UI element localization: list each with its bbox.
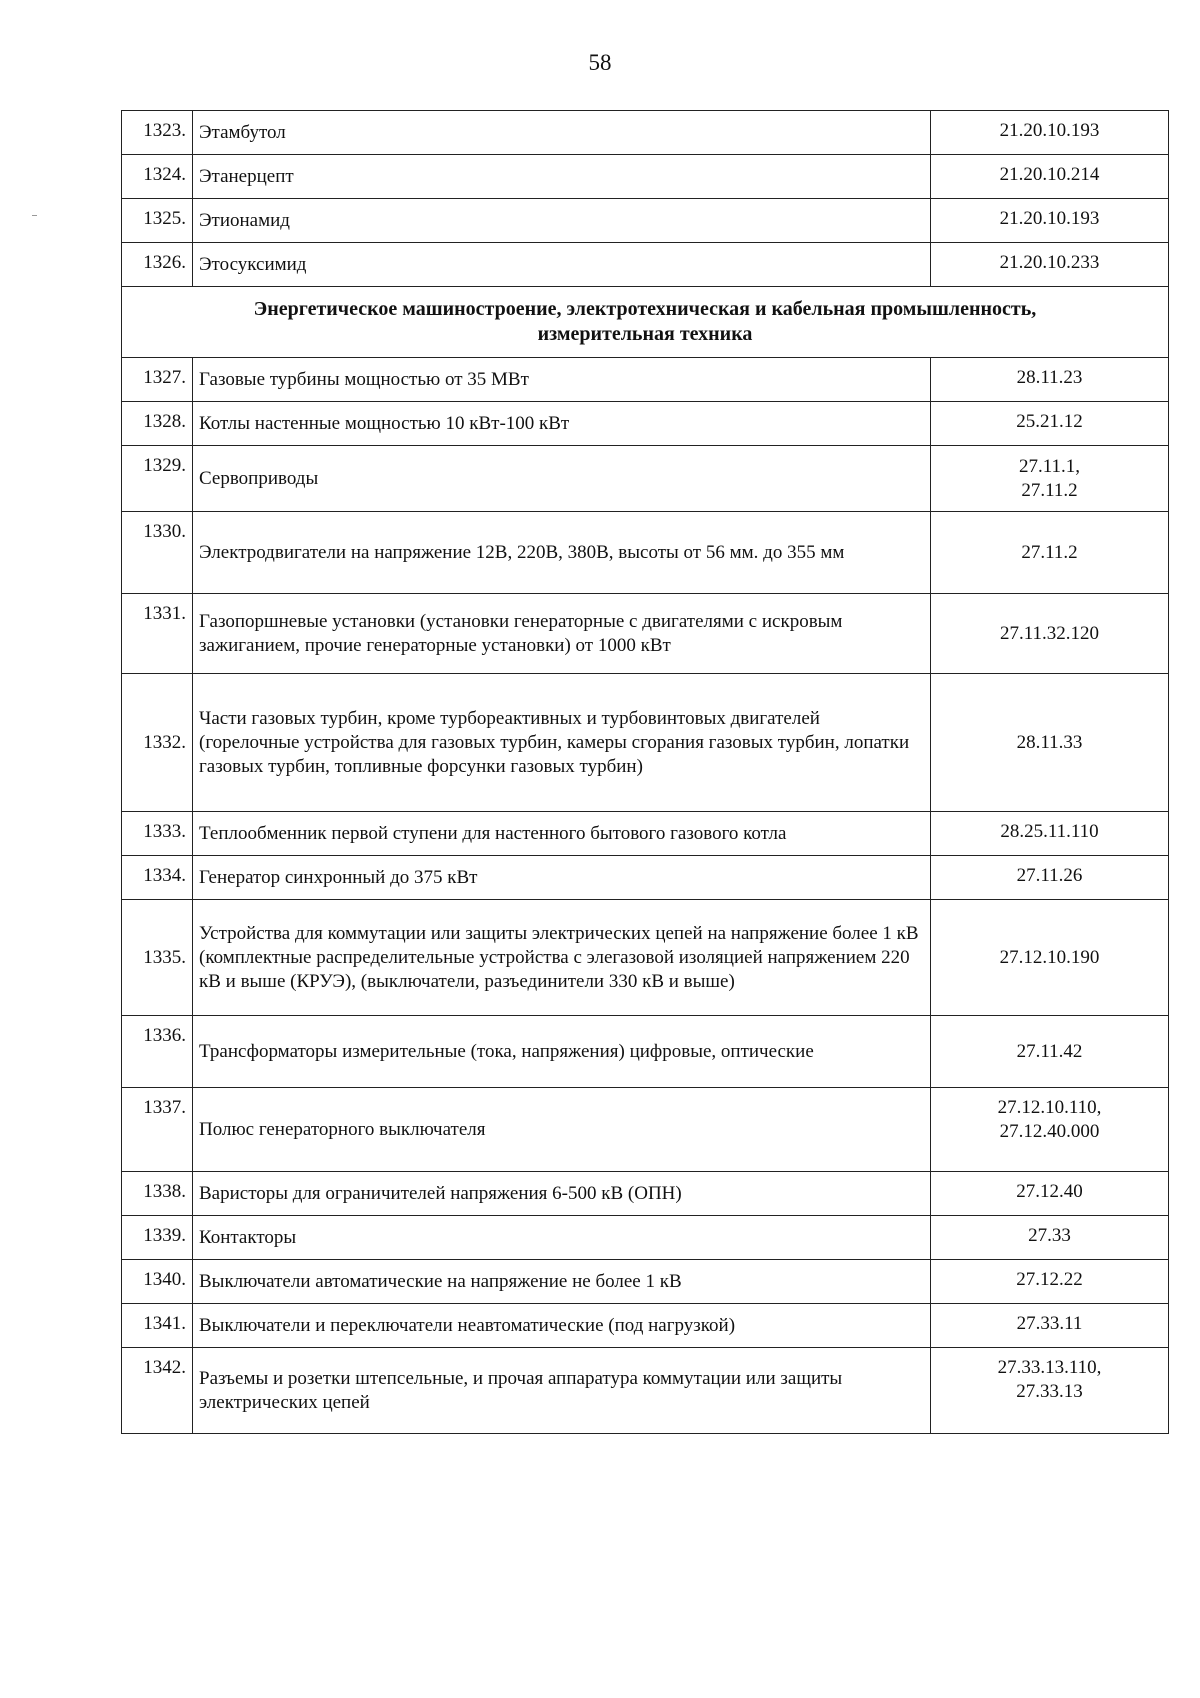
okpd-code-line: 27.33.11 xyxy=(1016,1313,1083,1334)
okpd-code xyxy=(931,1016,1169,1088)
okpd-code-line: 27.11.42 xyxy=(1016,1040,1083,1062)
page-number: 58 xyxy=(588,50,612,75)
table-row xyxy=(122,402,1169,446)
product-name: Части газовых турбин, кроме турбореактивных и турбовинтовых двигателей (горелочные устройства для газовых турбин, камеры сгорания газовых турбин, лопатки газовых турбин, топливные форсунки газовых турбин) xyxy=(193,674,931,812)
okpd-code-line: 28.11.23 xyxy=(1016,367,1083,388)
table-row xyxy=(122,1348,1169,1434)
okpd-code xyxy=(931,1348,1169,1434)
product-name: Теплообменник первой ступени для настенного бытового газового котла xyxy=(193,812,931,856)
okpd-code xyxy=(931,1260,1169,1304)
okpd-code xyxy=(931,512,1169,594)
okpd-code xyxy=(931,1088,1169,1172)
okpd-code xyxy=(931,155,1169,199)
table-row xyxy=(122,1088,1169,1172)
product-name: Выключатели автоматические на напряжение не более 1 кВ xyxy=(193,1260,931,1304)
row-number: 1326. xyxy=(122,243,193,287)
okpd-code xyxy=(931,812,1169,856)
product-name: Этанерцепт xyxy=(193,155,931,199)
row-number: 1340. xyxy=(122,1260,193,1304)
row-number: 1330. xyxy=(122,512,193,594)
product-name: Этосуксимид xyxy=(193,243,931,287)
row-number: 1338. xyxy=(122,1172,193,1216)
section-heading-line-1: Энергетическое машиностроение, электротехническая и кабельная промышленность, xyxy=(253,298,1037,320)
products-table xyxy=(121,110,1169,1434)
okpd-code-line: 27.11.32.120 xyxy=(999,622,1100,644)
row-number: 1335. xyxy=(122,900,193,1016)
product-name: Котлы настенные мощностью 10 кВт-100 кВт xyxy=(193,402,931,446)
okpd-code-line: 27.12.10.190 xyxy=(999,946,1100,968)
row-number: 1341. xyxy=(122,1304,193,1348)
product-name: Генератор синхронный до 375 кВт xyxy=(193,856,931,900)
table-row xyxy=(122,155,1169,199)
table-row xyxy=(122,1304,1169,1348)
table-row xyxy=(122,594,1169,674)
table-row xyxy=(122,1016,1169,1088)
okpd-code xyxy=(931,1304,1169,1348)
section-heading-line-2: измерительная техника xyxy=(537,323,753,345)
okpd-code-line: 27.11.1, xyxy=(1018,455,1081,477)
okpd-code xyxy=(931,199,1169,243)
scan-mark xyxy=(32,215,37,216)
rows-before xyxy=(122,111,1169,287)
row-number: 1324. xyxy=(122,155,193,199)
okpd-code xyxy=(931,900,1169,1016)
product-name: Полюс генераторного выключателя xyxy=(193,1088,931,1172)
row-number: 1327. xyxy=(122,358,193,402)
table-row xyxy=(122,1172,1169,1216)
product-name: Газовые турбины мощностью от 35 МВт xyxy=(193,358,931,402)
okpd-code-line: 27.12.40.000 xyxy=(999,1121,1100,1142)
row-number: 1334. xyxy=(122,856,193,900)
product-name: Контакторы xyxy=(193,1216,931,1260)
product-name: Этионамид xyxy=(193,199,931,243)
table-row xyxy=(122,111,1169,155)
table-row xyxy=(122,358,1169,402)
okpd-code-line: 27.12.40 xyxy=(1016,1181,1083,1202)
section-row xyxy=(122,287,1169,358)
okpd-code-line: 27.12.22 xyxy=(1016,1269,1083,1290)
section-heading xyxy=(122,287,1169,358)
table-row xyxy=(122,243,1169,287)
row-number: 1328. xyxy=(122,402,193,446)
okpd-code-line: 21.20.10.193 xyxy=(999,208,1100,229)
okpd-code xyxy=(931,856,1169,900)
product-name: Выключатели и переключатели неавтоматические (под нагрузкой) xyxy=(193,1304,931,1348)
okpd-code-line: 27.33.13 xyxy=(1016,1381,1083,1402)
okpd-code-line: 21.20.10.193 xyxy=(999,120,1100,141)
product-name: Этамбутол xyxy=(193,111,931,155)
okpd-code-line: 27.11.2 xyxy=(1021,541,1078,563)
row-number: 1331. xyxy=(122,594,193,674)
okpd-code-line: 28.11.33 xyxy=(1016,731,1083,753)
product-name: Разъемы и розетки штепсельные, и прочая аппаратура коммутации или защиты электрических цепей xyxy=(193,1348,931,1434)
rows-after xyxy=(122,358,1169,1434)
row-number: 1336. xyxy=(122,1016,193,1088)
row-number: 1329. xyxy=(122,446,193,512)
okpd-code-line: 27.11.2 xyxy=(1021,479,1078,501)
row-number: 1339. xyxy=(122,1216,193,1260)
okpd-code xyxy=(931,243,1169,287)
table-row xyxy=(122,812,1169,856)
table-row xyxy=(122,199,1169,243)
okpd-code xyxy=(931,111,1169,155)
row-number: 1342. xyxy=(122,1348,193,1434)
row-number: 1333. xyxy=(122,812,193,856)
okpd-code xyxy=(931,402,1169,446)
table-row xyxy=(122,512,1169,594)
product-name: Сервоприводы xyxy=(193,446,931,512)
okpd-code xyxy=(931,446,1169,512)
okpd-code xyxy=(931,1216,1169,1260)
row-number: 1325. xyxy=(122,199,193,243)
okpd-code-line: 21.20.10.233 xyxy=(999,252,1100,273)
product-name: Устройства для коммутации или защиты электрических цепей на напряжение более 1 кВ (комплектные распределительные устройства с элегазовой изоляцией напряжением 220 кВ и выше (КРУЭ), (выключатели, разъединители 330 кВ и выше) xyxy=(193,900,931,1016)
okpd-code xyxy=(931,594,1169,674)
okpd-code-line: 28.25.11.110 xyxy=(1000,821,1099,842)
okpd-code-line: 27.33 xyxy=(1028,1225,1071,1246)
okpd-code xyxy=(931,358,1169,402)
section-block xyxy=(122,287,1169,358)
okpd-code-line: 27.12.10.110, xyxy=(997,1097,1102,1118)
row-number: 1323. xyxy=(122,111,193,155)
row-number: 1332. xyxy=(122,674,193,812)
table-row xyxy=(122,674,1169,812)
okpd-code-line: 27.11.26 xyxy=(1016,865,1083,886)
table-row xyxy=(122,900,1169,1016)
row-number: 1337. xyxy=(122,1088,193,1172)
table-row xyxy=(122,1260,1169,1304)
product-name: Электродвигатели на напряжение 12В, 220В, 380В, высоты от 56 мм. до 355 мм xyxy=(193,512,931,594)
okpd-code-line: 27.33.13.110, xyxy=(997,1357,1102,1378)
table-row xyxy=(122,1216,1169,1260)
product-name: Газопоршневые установки (установки генераторные с двигателями с искровым зажиганием, прочие генераторные установки) от 1000 кВт xyxy=(193,594,931,674)
product-name: Трансформаторы измерительные (тока, напряжения) цифровые, оптические xyxy=(193,1016,931,1088)
okpd-code-line: 25.21.12 xyxy=(1016,411,1083,432)
product-name: Варисторы для ограничителей напряжения 6-500 кВ (ОПН) xyxy=(193,1172,931,1216)
okpd-code-line: 21.20.10.214 xyxy=(999,164,1100,185)
table-row xyxy=(122,856,1169,900)
okpd-code xyxy=(931,1172,1169,1216)
okpd-code xyxy=(931,674,1169,812)
table-row xyxy=(122,446,1169,512)
